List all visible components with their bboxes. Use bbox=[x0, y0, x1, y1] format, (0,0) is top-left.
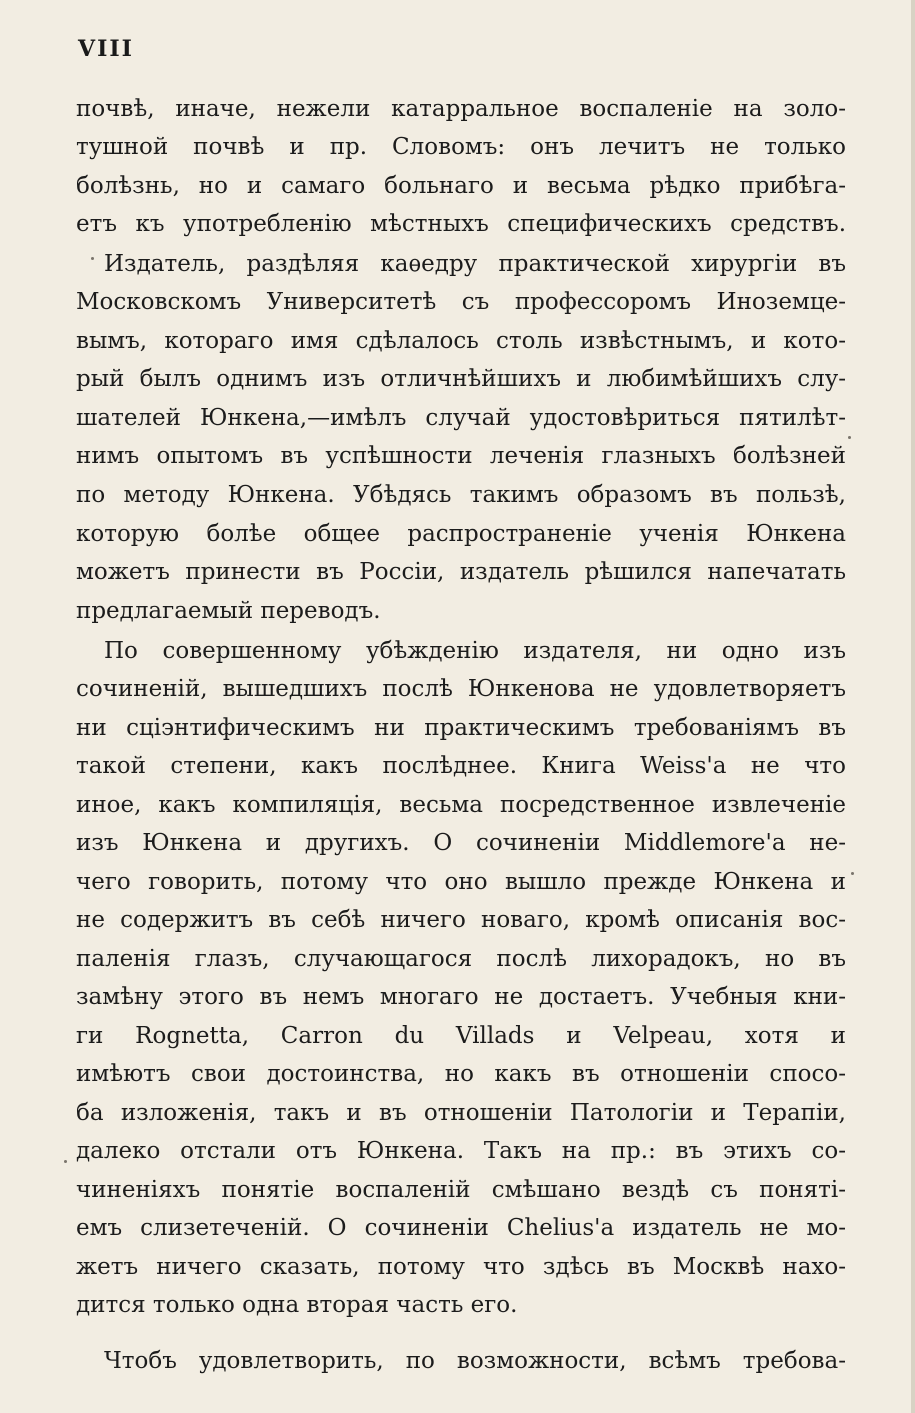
text-line: сочиненій, вышедшихъ послѣ Юнкенова не удовлетворяетъ bbox=[76, 676, 846, 702]
text-line: ги Rognetta, Carron du Villads и Velpeau, хотя и bbox=[76, 1023, 846, 1049]
page-number: VIII bbox=[78, 36, 134, 62]
text-line: чиненіяхъ понятіе воспаленій смѣшано вездѣ съ поняті- bbox=[76, 1177, 846, 1203]
paper-speck bbox=[851, 872, 854, 875]
text-line: далеко отстали отъ Юнкена. Такъ на пр.: въ этихъ со- bbox=[76, 1138, 846, 1164]
paper-speck bbox=[64, 1160, 67, 1163]
paragraph-first-line: Чтобъ удовлетворить, по возможности, всѣмъ требова- bbox=[104, 1348, 846, 1374]
paper-speck bbox=[848, 436, 851, 439]
text-line: имѣютъ свои достоинства, но какъ въ отношеніи спосо- bbox=[76, 1061, 846, 1087]
text-line: не содержитъ въ себѣ ничего новаго, кромѣ описанія вос- bbox=[76, 907, 846, 933]
paragraph-first-line: По совершенному убѣжденію издателя, ни одно изъ bbox=[104, 638, 846, 664]
paragraph-first-line: Издатель, раздѣляя каѳедру практической хирургіи въ bbox=[104, 251, 846, 277]
text-line: чего говорить, потому что оно вышло прежде Юнкена и bbox=[76, 869, 846, 895]
text-line: емъ слизетеченій. О сочиненіи Chelius'а издатель не мо- bbox=[76, 1215, 846, 1241]
text-line: по методу Юнкена. Убѣдясь такимъ образомъ въ пользѣ, bbox=[76, 482, 846, 508]
text-line: ба изложенія, такъ и въ отношеніи Патологіи и Терапіи, bbox=[76, 1100, 846, 1126]
paper-speck bbox=[91, 257, 94, 260]
text-line: которую болѣе общее распространеніе ученія Юнкена bbox=[76, 521, 846, 547]
text-line: нимъ опытомъ въ успѣшности леченія глазныхъ болѣзней bbox=[76, 443, 846, 469]
text-line: почвѣ, иначе, нежели катарральное воспаленіе на золо- bbox=[76, 96, 846, 122]
text-line: рый былъ однимъ изъ отличнѣйшихъ и любимѣйшихъ слу- bbox=[76, 366, 846, 392]
text-line: Московскомъ Университетѣ съ профессоромъ Иноземце- bbox=[76, 289, 846, 315]
text-line: ни сціэнтифическимъ ни практическимъ требованіямъ въ bbox=[76, 715, 846, 741]
text-line: етъ къ употребленію мѣстныхъ специфическихъ средствъ. bbox=[76, 211, 846, 237]
text-line: болѣзнь, но и самаго больнаго и весьма рѣдко прибѣга- bbox=[76, 173, 846, 199]
text-line: паленія глазъ, случающагося послѣ лихорадокъ, но въ bbox=[76, 946, 846, 972]
text-line: шателей Юнкена,—имѣлъ случай удостовѣриться пятилѣт- bbox=[76, 405, 846, 431]
text-line: иное, какъ компиляція, весьма посредственное извлеченіе bbox=[76, 792, 846, 818]
text-line: тушной почвѣ и пр. Словомъ: онъ лечитъ не только bbox=[76, 134, 846, 160]
paragraph-last-line: дится только одна вторая часть его. bbox=[76, 1292, 518, 1318]
text-line: такой степени, какъ послѣднее. Книга Weiss'а не что bbox=[76, 753, 846, 779]
text-line: вымъ, котораго имя сдѣлалось столь извѣстнымъ, и кото- bbox=[76, 328, 846, 354]
text-line: замѣну этого въ немъ многаго не достаетъ. Учебныя кни- bbox=[76, 984, 846, 1010]
text-line: изъ Юнкена и другихъ. О сочиненіи Middlemore'а не- bbox=[76, 830, 846, 856]
text-line: можетъ принести въ Россіи, издатель рѣшился напечатать bbox=[76, 559, 846, 585]
paragraph-last-line: предлагаемый переводъ. bbox=[76, 598, 381, 624]
text-line: жетъ ничего сказать, потому что здѣсь въ Москвѣ нахо- bbox=[76, 1254, 846, 1280]
